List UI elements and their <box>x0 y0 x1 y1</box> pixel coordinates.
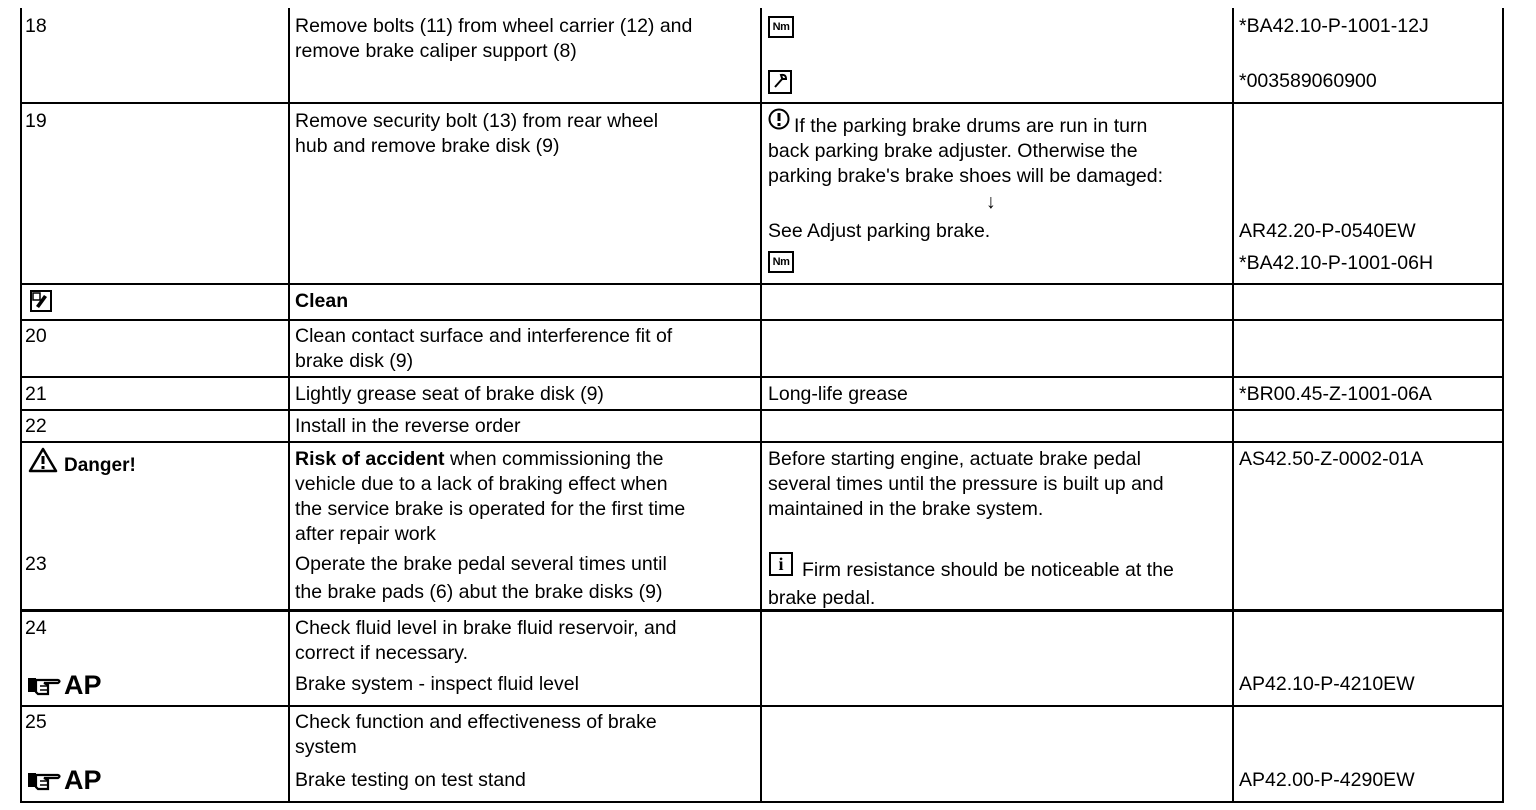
note-text: maintained in the brake system. <box>768 498 1044 520</box>
step-number: 21 <box>25 383 47 405</box>
note-text: If the parking brake drums are run in turn <box>794 115 1148 137</box>
reference-link[interactable]: AR42.20-P-0540EW <box>1239 220 1416 242</box>
step-number: 22 <box>25 415 47 437</box>
action-text: Remove security bolt (13) from rear wheel <box>295 110 659 132</box>
danger-text: after repair work <box>295 523 436 545</box>
row-border <box>20 102 1504 104</box>
row-border <box>20 319 1504 321</box>
row-border <box>20 409 1504 411</box>
danger-label: Danger! <box>64 455 136 476</box>
reference-link[interactable]: AP42.10-P-4210EW <box>1239 673 1415 695</box>
step-number: 25 <box>25 711 47 733</box>
action-text: Check function and effectiveness of brake <box>295 711 657 733</box>
row-border <box>20 441 1504 443</box>
note-text: back parking brake adjuster. Otherwise the <box>768 140 1138 162</box>
step-number: 19 <box>25 110 47 132</box>
clean-icon <box>30 290 52 312</box>
note-text: Long-life grease <box>768 383 908 405</box>
col-border-3 <box>1232 8 1234 803</box>
action-text: brake disk (9) <box>295 350 414 372</box>
section-title: Clean <box>295 290 349 312</box>
ap-label: AP <box>64 765 102 795</box>
col-border-right <box>1502 8 1504 803</box>
danger-text <box>295 447 663 472</box>
note-text: parking brake's brake shoes will be damaged: <box>768 165 1164 187</box>
action-text: Lightly grease seat of brake disk (9) <box>295 383 604 405</box>
danger-text: vehicle due to a lack of braking effect when <box>295 473 668 495</box>
note-text: Before starting engine, actuate brake pedal <box>768 448 1141 470</box>
action-text: Clean contact surface and interference fit of <box>295 325 673 347</box>
pointing-hand-icon <box>26 767 62 793</box>
row-border <box>20 705 1504 707</box>
reference-link[interactable]: *003589060900 <box>1239 70 1377 92</box>
reference-link[interactable]: *BR00.45-Z-1001-06A <box>1239 383 1432 405</box>
torque-nm-icon: Nm <box>768 251 794 273</box>
warning-triangle-icon <box>28 447 58 473</box>
caution-circle-icon <box>768 108 790 130</box>
col-border-2 <box>760 8 762 803</box>
note-text: brake pedal. <box>768 587 876 609</box>
step-number: 24 <box>25 617 47 639</box>
col-border-left <box>20 8 22 803</box>
action-text: Check fluid level in brake fluid reservoir, and <box>295 617 677 639</box>
reference-link[interactable]: AS42.50-Z-0002-01A <box>1239 448 1424 470</box>
step-number: 20 <box>25 325 47 347</box>
action-text: the brake pads (6) abut the brake disks (9) <box>295 581 663 603</box>
danger-lead: Risk of accident <box>295 448 445 470</box>
action-text: remove brake caliper support (8) <box>295 40 577 62</box>
row-border <box>20 376 1504 378</box>
action-text: Operate the brake pedal several times until <box>295 553 667 575</box>
step-number: 18 <box>25 15 47 37</box>
ap-link-text[interactable]: Brake testing on test stand <box>295 769 526 791</box>
ap-label: AP <box>64 670 102 700</box>
action-text: hub and remove brake disk (9) <box>295 135 560 157</box>
danger-text-part: when commissioning the <box>444 448 664 470</box>
pointing-hand-icon <box>26 672 62 698</box>
reference-link[interactable]: AP42.00-P-4290EW <box>1239 769 1415 791</box>
see-link[interactable]: See Adjust parking brake. <box>768 220 991 242</box>
row-border <box>20 283 1504 285</box>
action-text: correct if necessary. <box>295 642 469 664</box>
down-arrow-icon: ↓ <box>986 191 996 213</box>
action-text: Install in the reverse order <box>295 415 521 437</box>
ap-link-text[interactable]: Brake system - inspect fluid level <box>295 673 579 695</box>
reference-link[interactable]: *BA42.10-P-1001-06H <box>1239 252 1434 274</box>
col-border-1 <box>288 8 290 803</box>
special-tool-icon <box>768 70 792 94</box>
reference-link[interactable]: *BA42.10-P-1001-12J <box>1239 15 1429 37</box>
info-icon: i <box>769 552 793 576</box>
action-text: system <box>295 736 357 758</box>
action-text: Remove bolts (11) from wheel carrier (12) and <box>295 15 693 37</box>
danger-text: the service brake is operated for the first time <box>295 498 686 520</box>
step-number: 23 <box>25 553 47 575</box>
row-border <box>20 609 1504 612</box>
row-border-bottom <box>20 801 1504 803</box>
note-text: Firm resistance should be noticeable at the <box>802 559 1174 581</box>
note-text: several times until the pressure is built up and <box>768 473 1164 495</box>
torque-nm-icon: Nm <box>768 16 794 38</box>
